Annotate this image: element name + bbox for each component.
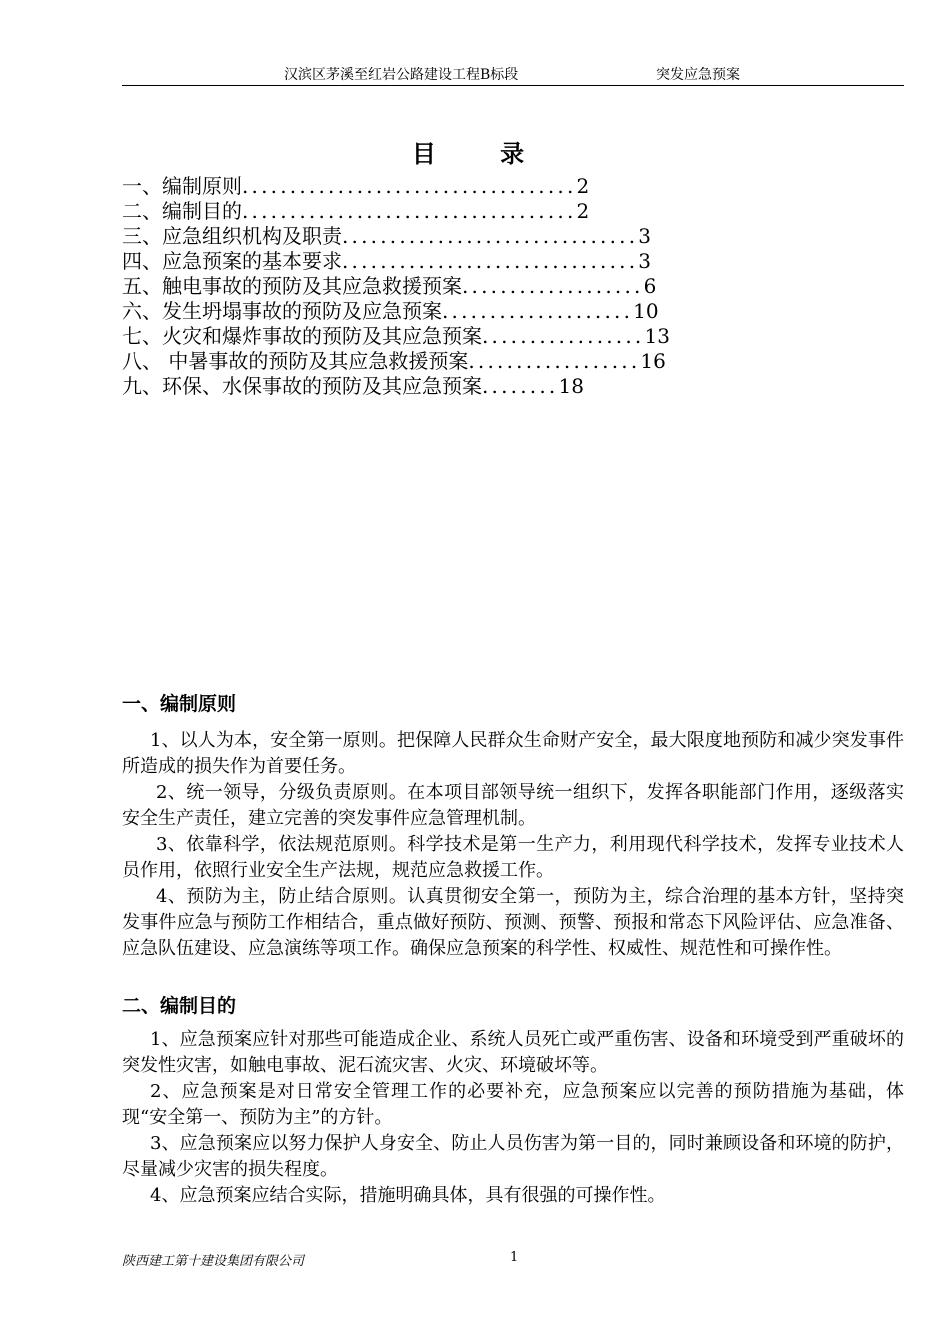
paragraph: 1、应急预案应针对那些可能造成企业、系统人员死亡或严重伤害、设备和环境受到严重破坏的突发性灾害，如触电事故、泥石流灾害、火灾、环境破坏等。 <box>122 1029 904 1076</box>
header-divider <box>122 85 904 86</box>
toc-item[interactable] <box>122 174 822 199</box>
header-project-title: 汉滨区茅溪至红岩公路建设工程B标段 <box>284 67 519 83</box>
toc-leader-dots: ........ <box>482 374 559 398</box>
section-principles <box>122 690 904 962</box>
toc-item[interactable] <box>122 374 822 399</box>
paragraph: 3、应急预案应以努力保护人身安全、防止人员伤害为第一目的，同时兼顾设备和环境的防护，尽量减少灾害的损失程度。 <box>122 1133 904 1180</box>
toc-leader-dots: ................... <box>462 274 644 298</box>
toc-leader-dots: .................. <box>468 349 641 373</box>
section-heading: 二、编制目的 <box>122 995 237 1017</box>
toc-leader-dots: ................................... <box>242 174 577 198</box>
table-of-contents <box>122 174 822 399</box>
toc-leader-dots: ................. <box>482 324 645 348</box>
toc-item[interactable] <box>122 274 822 299</box>
toc-page-number: 2 <box>576 199 590 223</box>
toc-page-number: 3 <box>638 249 652 273</box>
toc-page-number: 13 <box>644 324 670 348</box>
toc-leader-dots: ................................... <box>242 199 577 223</box>
toc-page-number: 18 <box>558 374 584 398</box>
toc-item[interactable] <box>122 349 822 374</box>
toc-item-label: 二、编制目的 <box>122 199 242 223</box>
header-document-type: 突发应急预案 <box>656 67 740 83</box>
toc-page-number: 2 <box>576 174 590 198</box>
toc-leader-dots: .................... <box>442 299 634 323</box>
toc-item-label: 八、 中暑事故的预防及其应急救援预案 <box>122 349 469 373</box>
paragraph: 4、预防为主，防止结合原则。认真贯彻安全第一，预防为主，综合治理的基本方针，坚持突发事件应急与预防工作相结合，重点做好预防、预测、预警、预报和常态下风险评估、应急准备、应急队伍建设、应急演练等项工作。确保应急预案的科学性、权威性、规范性和可操作性。 <box>122 886 904 959</box>
page-number: 1 <box>510 1250 519 1265</box>
toc-leader-dots: ............................... <box>342 224 639 248</box>
toc-page-number: 6 <box>643 274 657 298</box>
toc-item[interactable] <box>122 224 822 249</box>
toc-item-label: 三、应急组织机构及职责 <box>122 224 342 248</box>
toc-title: 目 录 <box>411 139 553 168</box>
toc-item-label: 四、应急预案的基本要求 <box>122 249 342 273</box>
paragraph: 1、以人为本，安全第一原则。把保障人民群众生命财产安全，最大限度地预防和减少突发事件所造成的损失作为首要任务。 <box>122 730 904 777</box>
toc-item-label: 九、环保、水保事故的预防及其应急预案 <box>122 374 482 398</box>
toc-item[interactable] <box>122 249 822 274</box>
section-heading: 一、编制原则 <box>122 693 237 715</box>
paragraph: 2、应急预案是对日常安全管理工作的必要补充，应急预案应以完善的预防措施为基础，体现“安全第一、预防为主”的方针。 <box>122 1081 904 1128</box>
page-footer <box>122 1250 904 1270</box>
toc-item-label: 五、触电事故的预防及其应急救援预案 <box>122 274 462 298</box>
paragraph: 4、应急预案应结合实际，措施明确具体，具有很强的可操作性。 <box>150 1185 666 1206</box>
footer-company: 陕西建工第十建设集团有限公司 <box>122 1254 305 1269</box>
toc-page-number: 10 <box>633 299 659 323</box>
toc-item-label: 六、发生坍塌事故的预防及应急预案 <box>122 299 442 323</box>
toc-leader-dots: ............................... <box>342 249 639 273</box>
toc-item[interactable] <box>122 199 822 224</box>
paragraph: 2、统一领导，分级负责原则。在本项目部领导统一组织下，发挥各职能部门作用，逐级落实安全生产责任，建立完善的突发事件应急管理机制。 <box>122 782 904 829</box>
section-objectives <box>122 992 904 1209</box>
toc-item-label: 七、火灾和爆炸事故的预防及其应急预案 <box>122 324 482 348</box>
toc-item[interactable] <box>122 299 822 324</box>
page-header <box>122 64 904 86</box>
toc-item-label: 一、编制原则 <box>122 174 242 198</box>
paragraph: 3、依靠科学，依法规范原则。科学技术是第一生产力，利用现代科学技术，发挥专业技术人员作用，依照行业安全生产法规，规范应急救援工作。 <box>122 834 904 881</box>
toc-item[interactable] <box>122 324 822 349</box>
toc-page-number: 3 <box>638 224 652 248</box>
toc-page-number: 16 <box>640 349 666 373</box>
